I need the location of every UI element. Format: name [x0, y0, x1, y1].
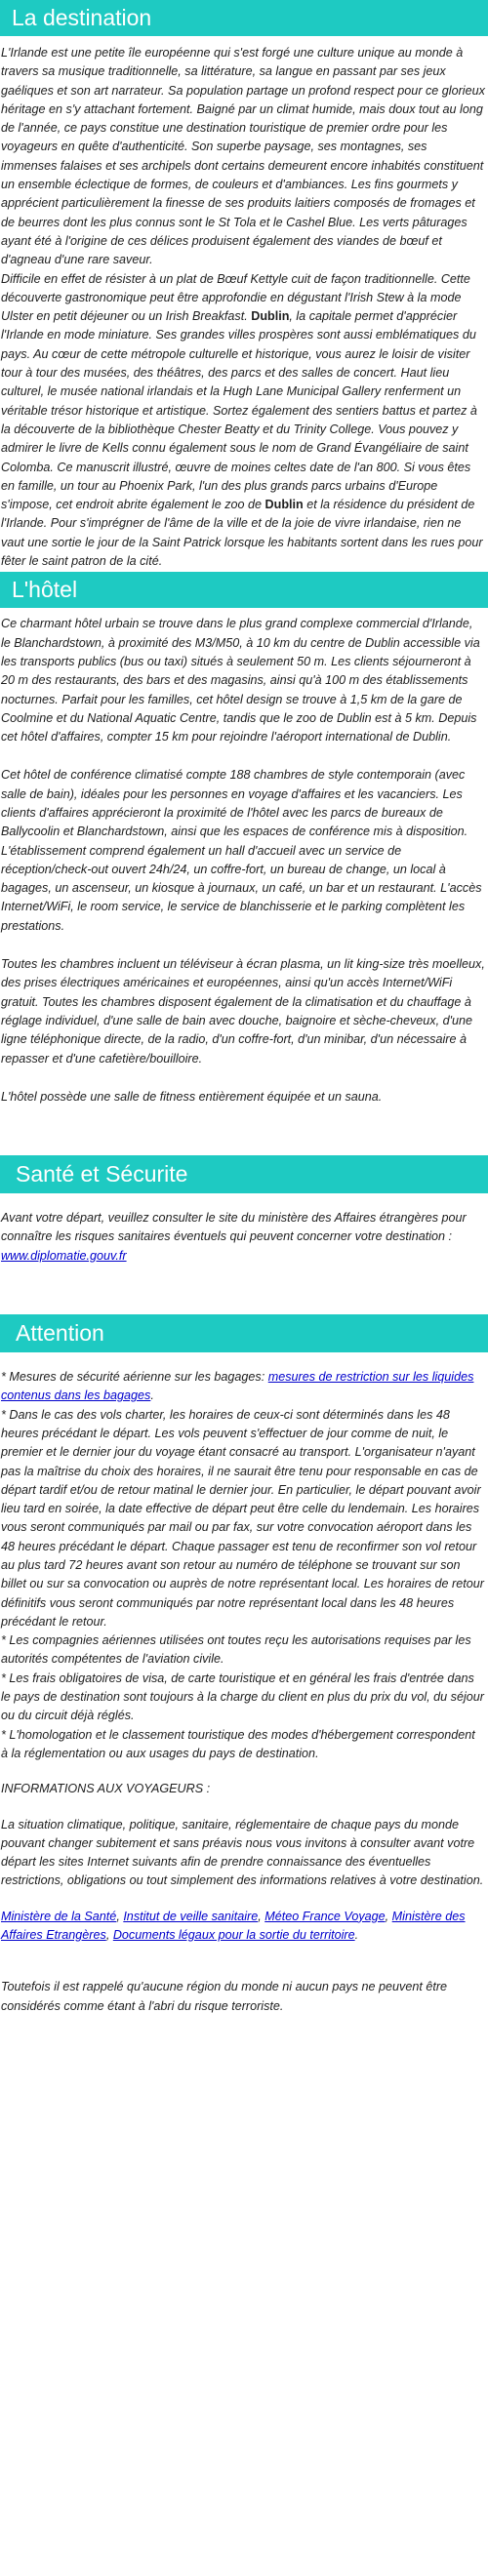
final-notice: Toutefois il est rappelé qu'aucune région du monde ni aucun pays ne peuvent être considérés comme étant à l'abri du risque terroriste. [1, 1980, 448, 2013]
info-voyageurs-text: La situation climatique, politique, sanitaire, réglementaire de chaque pays du monde pouvant changer subitement et sans préavis nous vous invitons à consulter avant votre départ les sites Internet suivants afin de prendre connaissance des éventuelles restrictions, obligations ou tout simplement des informations relatives à votre destination. [1, 1817, 484, 1888]
link-separator: , [385, 1909, 392, 1923]
sante-text: Avant votre départ, veuillez consulter le site du ministère des Affaires étrangères pour connaître les risques sanitaires éventuels qui peuvent concerner votre destination : [1, 1211, 467, 1244]
attention-bullet-2: * Dans le cas des vols charter, les horaires de ceux-ci sont déterminés dans les 48 heures précédant le départ. Les vols peuvent s'effectuer de jour comme de nuit, le premier et le dernier jour du voyage étant consacré au transport. L'organisateur n'ayant pas la maîtrise du choix des horaires, il ne saurait être tenu pour responsable en cas de départ tardif et/ou de retour matinal le dernier jour. En particulier, le départ pouvant avoir lieu tard en soirée, la date effective de départ peut être celle du lendemain. Les horaires vous seront communiqués par mail ou par fax, sur votre convocation aéroport dans les 48 heures précédant le départ. Chaque passager est tenu de reconfirmer son vol retour au plus tard 72 heures avant son retour au numéro de téléphone se trouvant sur son billet ou sur sa convocation ou auprès de notre représentant local. Les horaires de retour définitifs vous seront communiqués par notre représentant local dans les 48 heures précédant le retour. [1, 1407, 484, 1629]
hotel-paragraph-1: Ce charmant hôtel urbain se trouve dans le plus grand complexe commercial d'Irlande, le Blanchardstown, à proximité des M3/M50, à 10 km du centre de Dublin accessible via les transports publics (bus ou taxi) situés à seulement 50 m. Les clients séjourneront à 20 m des restaurants, des bars et des magasins, ainsi qu'à 100 m des établissements nocturnes. Parfait pour les familles, cet hôtel design se trouve à 1,5 km de la gare de Coolmine et du National Aquatic Centre, tandis que le zoo de Dublin est à 5 km. Depuis cet hôtel d'affaires, compter 15 km pour rejoindre l'aéroport international de Dublin. [1, 617, 480, 745]
link-veille-sanitaire[interactable]: Institut de veille sanitaire [123, 1909, 259, 1923]
bold-dublin: Dublin [264, 498, 304, 512]
link-meteo-france[interactable]: Méteo France Voyage [264, 1909, 386, 1923]
liquides-restriction-link[interactable]: mesures de restriction sur les liquides contenus dans les bagages [1, 1370, 474, 1403]
destination-text: Difficile en effet de résister à un plat de Bœuf Kettyle cuit de façon traditionnelle. Cette découverte gastronomique peut être approfondie en dégustant l'Irish Stew à la mode Ulster en petit déjeuner ou un Irish Breakfast. [1, 271, 470, 324]
section-title-destination: La destination [0, 0, 488, 36]
attention-text: * Mesures de sécurité aérienne sur les bagages: [1, 1370, 268, 1385]
info-voyageurs-heading: INFORMATIONS AUX VOYAGEURS : [1, 1782, 211, 1796]
destination-paragraph-1: L'Irlande est une petite île européenne qui s'est forgé une culture unique au monde à travers sa musique traditionnelle, sa littérature, sa langue en passant par ses jeux gaéliques et son art narrateur. Sa population partage un profond respect pour ce glorieux héritage en s'y attachant fortement. Baigné par un climat humide, mais doux tout au long de l'année, ce pays constitue une destination touristique de premier ordre pour les voyageurs en quête d'authenticité. Son superbe paysage, ses montagnes, ses immenses falaises et ses archipels dont certains demeurent encore inhabités constituent un ensemble éclectique de formes, de couleurs et d'ambiances. Les fins gourmets y apprécient particulièrement la finesse de ses produits laitiers composés de fromages et de beurres dont les plus connus sont le St Tola et le Cashel Blue. Les verts pâturages ayant été à l'origine de ces délices produisent également des viandes de bœuf et d'agneau d'une rare saveur. [1, 46, 485, 267]
link-ministere-sante[interactable]: Ministère de la Santé [1, 1909, 117, 1923]
attention-bullet-4: * Les frais obligatoires de visa, de carte touristique et en général les frais d'entrée dans le pays de destination sont toujours à la charge du client en plus du prix du vol, du séjour ou du circuit déjà réglés. [1, 1670, 484, 1723]
hotel-paragraph-3: Toutes les chambres incluent un téléviseur à écran plasma, un lit king-size très moelleux, des prises électriques américaines et européennes, ainsi qu'un accès Internet/WiFi gratuit. Toutes les chambres disposent également de la climatisation et du chauffage à réglage individuel, d'une salle de bain avec douche, baignoire et sèche-cheveux, d'une ligne téléphonique directe, de la radio, d'un coffre-fort, d'un minibar, d'un nécessaire à repasser et d'une cafetière/bouilloire. [1, 957, 485, 1066]
attention-bullet-1 [0, 1368, 485, 1406]
attention-text: . [150, 1389, 154, 1403]
destination-text: et la résidence du président de l'Irlande. Pour s'imprégner de l'âme de la ville et de la joie de vivre irlandaise, rien ne vaut une sortie le jour de la Saint Patrick lorsque les habitants sortent dans les rues pour fêter le saint patron de la cité. [1, 498, 483, 569]
link-separator: , [105, 1928, 113, 1943]
section-title-hotel: L'hôtel [0, 572, 488, 608]
hotel-paragraph-2: Cet hôtel de conférence climatisé compte 188 chambres de style contemporain (avec salle de bain), idéales pour les personnes en voyage d'affaires et les vacanciers. Les clients d'affaires apprécieront la proximité de l'hôtel avec les parcs de bureaux de Ballycoolin et Blanchardstown, ainsi que les espaces de conférence mis à disposition. L'établissement comprend également un hall d'accueil avec un service de réception/check-out ouvert 24h/24, un coffre-fort, un bureau de change, un local à bagages, un ascenseur, un kiosque à journaux, un café, un bar et un restaurant. L'accès Internet/WiFi, le room service, le service de blanchisserie et le parking complètent les prestations. [1, 768, 482, 933]
link-separator: , [116, 1909, 124, 1923]
attention-bullet-5: * L'homologation et le classement touristique des modes d'hébergement correspondent à la réglementation ou aux usages du pays de destination. [1, 1727, 475, 1760]
info-links [0, 1908, 485, 1946]
section-title-attention: Attention [0, 1314, 488, 1352]
diplomatie-link[interactable]: www.diplomatie.gouv.fr [1, 1248, 127, 1263]
section-title-sante: Santé et Sécurite [0, 1155, 488, 1193]
hotel-paragraph-4: L'hôtel possède une salle de fitness entièrement équipée et un sauna. [1, 1089, 383, 1104]
bold-dublin: Dublin [251, 309, 290, 324]
link-affaires-etrangeres[interactable]: Ministère des Affaires Etrangères [1, 1909, 466, 1943]
link-separator: , [258, 1909, 265, 1923]
destination-text: , la capitale permet d'apprécier l'Irlande en mode miniature. Ses grandes villes prospères sont aussi emblématiques du pays. Au cœur de cette métropole culturelle et historique, vous aurez le loisir de visiter tour à tour des musées, des théâtres, des parcs et des salles de concert. Haut lieu culturel, le musée national irlandais et la Hugh Lane Municipal Gallery renferment un véritable trésor historique et artistique. Sortez également des sentiers battus et partez à la découverte de la bibliothèque Chester Beatty et du Trinity College. Vous pouvez y admirer le livre de Kells connu également sous le nom de Grand Évangéliaire de saint Colomba. Ce manuscrit illustré, œuvre de moines celtes date de l'an 800. Si vous êtes en famille, un tour au Phoenix Park, l'un des plus grands parcs urbains d'Europe s'impose, cet endroit abrite également le zoo de [1, 309, 477, 512]
destination-paragraph-2 [0, 270, 485, 572]
attention-bullet-3: * Les compagnies aériennes utilisées ont toutes reçu les autorisations requises par les autorités compétentes de l'aviation civile. [1, 1633, 471, 1667]
link-documents-legaux[interactable]: Documents légaux pour la sortie du territoire [112, 1928, 355, 1943]
sante-paragraph [0, 1209, 485, 1266]
link-separator: . [354, 1928, 359, 1943]
